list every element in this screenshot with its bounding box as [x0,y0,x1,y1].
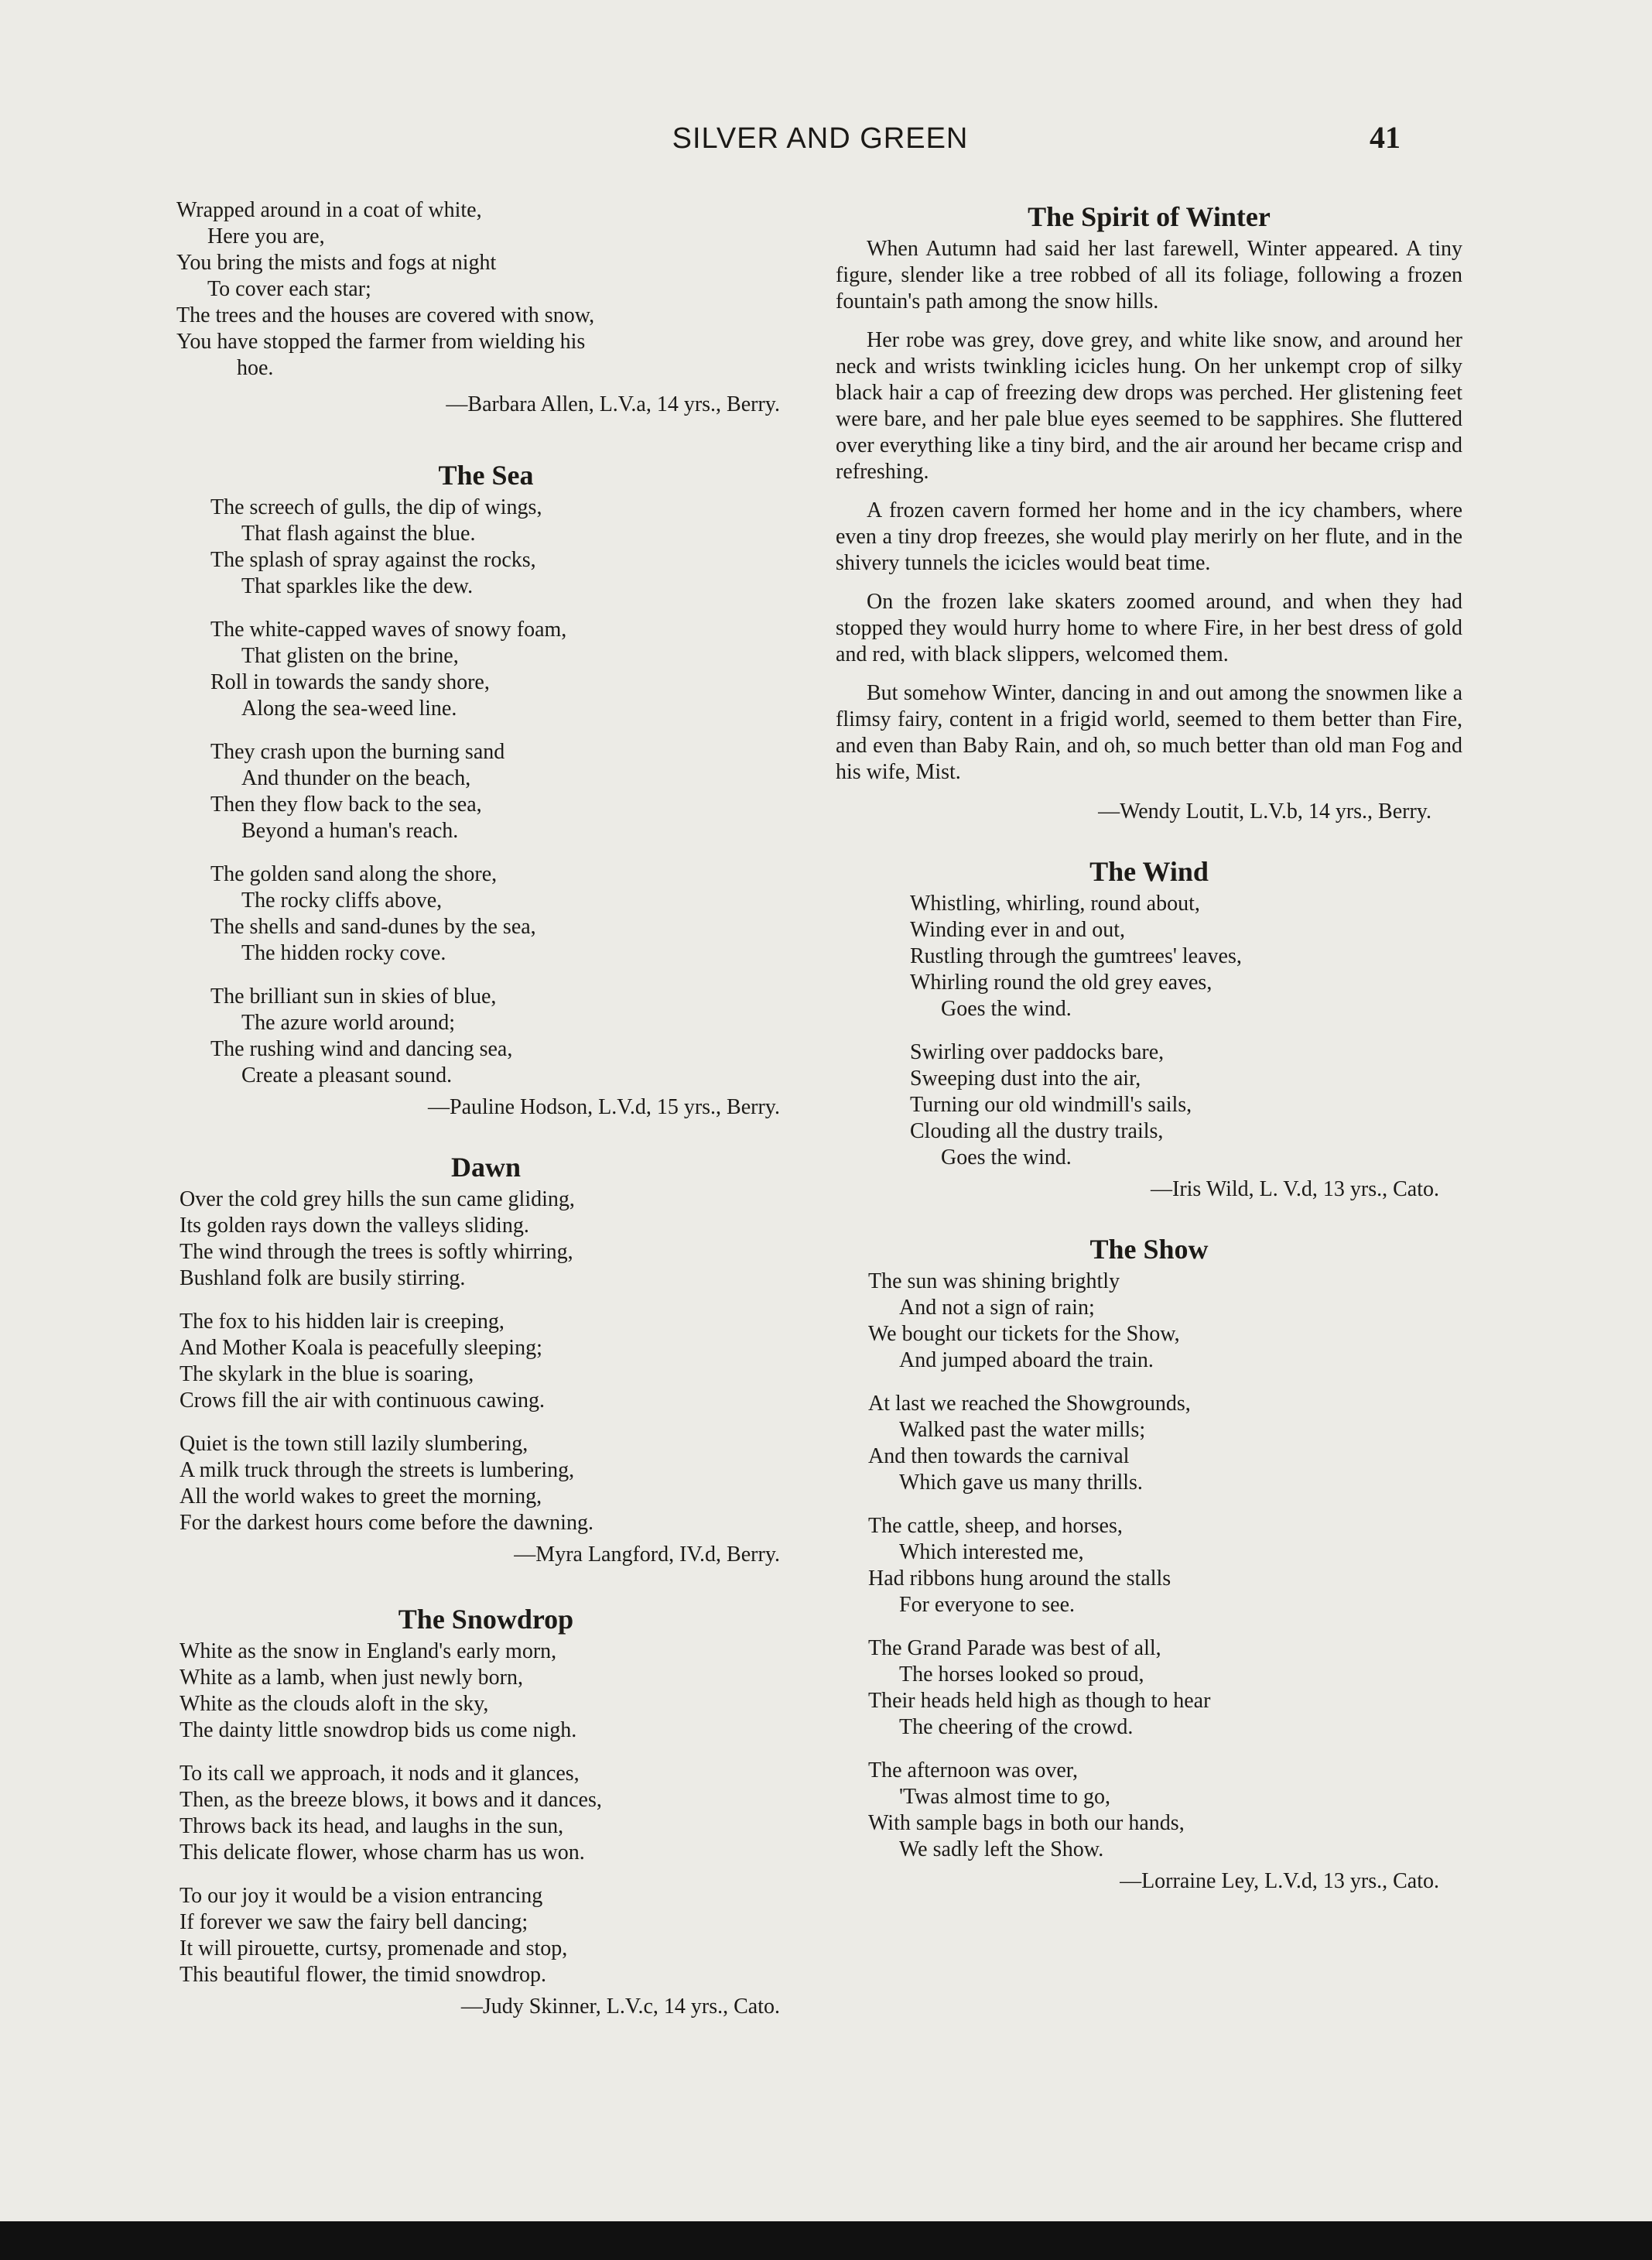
verse-line: White as the clouds aloft in the sky, [180,1692,489,1716]
verse-line: Throws back its head, and laughs in the sun, [180,1814,564,1838]
verse-line: You bring the mists and fogs at night [176,251,497,275]
right-column [836,197,1462,1922]
poem-dawn [176,1148,795,1569]
verse-line: Crows fill the air with continuous cawing. [180,1389,546,1412]
verse-line: The wind through the trees is softly whirring, [180,1240,573,1264]
verse-line: Bushland folk are busily stirring. [180,1266,466,1290]
verse-line: The hidden rocky cove. [241,941,446,965]
verse-line: The screech of gulls, the dip of wings, [210,495,542,519]
verse-line: That sparkles like the dew. [241,574,474,598]
verse-line: Sweeping dust into the air, [910,1067,1141,1091]
verse-line: Whirling round the old grey eaves, [910,971,1212,995]
verse-line: Had ribbons hung around the stalls [868,1567,1171,1591]
verse-line: Winding ever in and out, [910,918,1126,942]
stanza [180,1638,795,1744]
verse-line: Here you are, [207,224,325,248]
stanza [868,1391,1462,1496]
poem-attribution: —Barbara Allen, L.V.a, 14 yrs., Berry. [446,392,780,416]
poem-winter-coat [176,197,795,419]
verse-line: 'Twas almost time to go, [899,1785,1110,1809]
poem-the-wind [836,852,1462,1204]
paragraph: A frozen cavern formed her home and in the icy chambers, where even a tiny drop freezes, she would play merirly on her flute, and in the shivery tunnels the icicles would beat time. [836,498,1462,575]
stanza [180,1431,795,1536]
verse-line: The dainty little snowdrop bids us come nigh. [180,1718,577,1742]
poem-the-snowdrop [176,1600,795,2021]
paragraph: Her robe was grey, dove grey, and white like snow, and around her neck and wrists twinkling icicles hung. On her unkempt crop of silky black hair a cap of freezing dew drops was perched. Her glistening feet were bare, and her pale blue eyes seemed to be sapphires. She fluttered over everything like a tiny bird, and the air around her became crisp and refreshing. [836,328,1462,484]
stanza [210,739,795,844]
verse-line: Wrapped around in a coat of white, [176,198,482,222]
verse-line: The golden sand along the shore, [210,862,498,886]
stanza [180,1883,795,1988]
verse-line: It will pirouette, curtsy, promenade and stop, [180,1936,568,1960]
verse-line: The trees and the houses are covered with snow, [176,303,595,327]
verse-line: To its call we approach, it nods and it glances, [180,1762,580,1786]
story-title: The Spirit of Winter [1028,201,1271,232]
verse-line: The azure world around; [241,1011,455,1035]
verse-line: The shells and sand-dunes by the sea, [210,915,536,939]
verse-line: The sun was shining brightly [868,1269,1120,1293]
stanza [180,1761,795,1866]
verse-line: The splash of spray against the rocks, [210,548,536,572]
verse-line: The afternoon was over, [868,1758,1078,1782]
verse-line: Clouding all the dustry trails, [910,1119,1164,1143]
poem-body [836,1269,1462,1863]
verse-line: For the darkest hours come before the dawning. [180,1511,593,1535]
stanza [176,197,795,382]
verse-line: Which gave us many thrills. [899,1471,1143,1495]
paragraph: But somehow Winter, dancing in and out among the snowmen like a flimsy fairy, content in a frigid world, seemed to them better than Fire, and even than Baby Rain, and oh, so much better than old man Fog and his wife, Mist. [836,681,1462,784]
poem-title: Dawn [450,1152,522,1183]
verse-line: At last we reached the Showgrounds, [868,1392,1191,1416]
verse-line: Which interested me, [899,1540,1084,1564]
verse-line: White as the snow in England's early morn, [180,1639,557,1663]
poem-body [176,495,795,1089]
verse-line: Rustling through the gumtrees' leaves, [910,944,1242,968]
stanza [868,1269,1462,1374]
verse-line: For everyone to see. [899,1593,1076,1617]
verse-line: The horses looked so proud, [899,1662,1144,1686]
verse-line: Along the sea-weed line. [241,697,457,721]
poem-body [176,1186,795,1536]
running-title: SILVER AND GREEN [672,122,969,155]
verse-line: To our joy it would be a vision entrancing [180,1884,543,1908]
verse-line: All the world wakes to greet the morning, [180,1484,542,1508]
verse-line: That flash against the blue. [241,522,476,546]
verse-line: Its golden rays down the valleys sliding. [180,1214,529,1238]
verse-line: Quiet is the town still lazily slumbering, [180,1432,528,1456]
verse-line: They crash upon the burning sand [210,740,505,764]
scan-edge [0,2221,1652,2260]
verse-line: Create a pleasant sound. [241,1063,453,1087]
poem-body [176,1638,795,1988]
verse-line: The brilliant sun in skies of blue, [210,984,497,1008]
poem-body [836,891,1462,1171]
stanza [210,617,795,722]
poem-attribution: —Myra Langford, IV.d, Berry. [514,1543,780,1567]
poem-attribution: —Lorraine Ley, L.V.d, 13 yrs., Cato. [1120,1869,1439,1893]
stanza [868,1513,1462,1618]
stanza [868,1635,1462,1741]
page-header [0,116,1652,163]
verse-line: With sample bags in both our hands, [868,1811,1185,1835]
verse-line: The Grand Parade was best of all, [868,1636,1161,1660]
verse-line: If forever we saw the fairy bell dancing; [180,1910,528,1934]
stanza [210,495,795,600]
left-column [176,197,795,2047]
poem-title: The Wind [1089,856,1209,887]
verse-line: The fox to his hidden lair is creeping, [180,1310,504,1334]
verse-line: Over the cold grey hills the sun came gliding, [180,1187,575,1211]
verse-line: This beautiful flower, the timid snowdrop. [180,1963,547,1987]
verse-line: Turning our old windmill's sails, [910,1093,1192,1117]
poem-attribution: —Iris Wild, L. V.d, 13 yrs., Cato. [1151,1177,1439,1201]
verse-line: White as a lamb, when just newly born, [180,1666,524,1690]
verse-line: The cheering of the crowd. [899,1715,1134,1739]
verse-line: To cover each star; [207,277,371,301]
verse-line: That glisten on the brine, [241,644,459,668]
verse-line: The skylark in the blue is soaring, [180,1362,474,1386]
verse-line: Whistling, whirling, round about, [910,892,1200,916]
poem-title: The Snowdrop [398,1604,574,1635]
page-number: 41 [1370,120,1401,155]
verse-line: And not a sign of rain; [899,1296,1095,1320]
verse-line: And Mother Koala is peacefully sleeping; [180,1336,542,1360]
verse-line: The cattle, sheep, and horses, [868,1514,1123,1538]
stanza [868,1758,1462,1863]
verse-line: You have stopped the farmer from wielding his [176,330,586,354]
verse-line: And then towards the carnival [868,1444,1130,1468]
verse-line: Then they flow back to the sea, [210,793,482,817]
poem-attribution: —Pauline Hodson, L.V.d, 15 yrs., Berry. [428,1095,780,1119]
paragraph: On the frozen lake skaters zoomed around, and when they had stopped they would hurry home to where Fire, in her best dress of gold and red, with black slippers, welcomed them. [836,590,1462,666]
stanza [210,861,795,967]
verse-line: A milk truck through the streets is lumbering, [180,1458,575,1482]
verse-line: And thunder on the beach, [241,766,471,790]
poem-attribution: —Judy Skinner, L.V.c, 14 yrs., Cato. [460,1995,780,2019]
verse-line: Their heads held high as though to hear [868,1689,1211,1713]
stanza [210,984,795,1089]
verse-line: Swirling over paddocks bare, [910,1040,1165,1064]
poem-the-show [836,1230,1462,1895]
verse-line: Beyond a human's reach. [241,819,459,843]
story-body [836,236,1462,786]
verse-line: hoe. [237,356,274,380]
verse-line: Walked past the water mills; [899,1418,1146,1442]
stanza [910,1039,1462,1171]
verse-line: We sadly left the Show. [899,1837,1104,1861]
story-attribution: —Wendy Loutit, L.V.b, 14 yrs., Berry. [1098,800,1431,824]
verse-line: This delicate flower, whose charm has us won. [180,1841,585,1864]
poem-the-sea [176,456,795,1121]
verse-line: Goes the wind. [941,1145,1072,1169]
stanza [180,1309,795,1414]
verse-line: Then, as the breeze blows, it bows and it dances, [180,1788,602,1812]
paragraph: When Autumn had said her last farewell, Winter appeared. A tiny figure, slender like a tree robbed of all its foliage, following a frozen fountain's path among the snow hills. [836,237,1462,313]
poem-title: The Show [1089,1234,1209,1265]
poem-title: The Sea [438,460,534,491]
verse-line: And jumped aboard the train. [899,1348,1154,1372]
stanza [910,891,1462,1022]
story-spirit-of-winter [836,197,1462,826]
verse-line: Goes the wind. [941,997,1072,1021]
verse-line: Roll in towards the sandy shore, [210,670,490,694]
verse-line: The rocky cliffs above, [241,889,443,913]
verse-line: The rushing wind and dancing sea, [210,1037,513,1061]
verse-line: We bought our tickets for the Show, [868,1322,1180,1346]
stanza [180,1186,795,1292]
verse-line: The white-capped waves of snowy foam, [210,618,567,642]
